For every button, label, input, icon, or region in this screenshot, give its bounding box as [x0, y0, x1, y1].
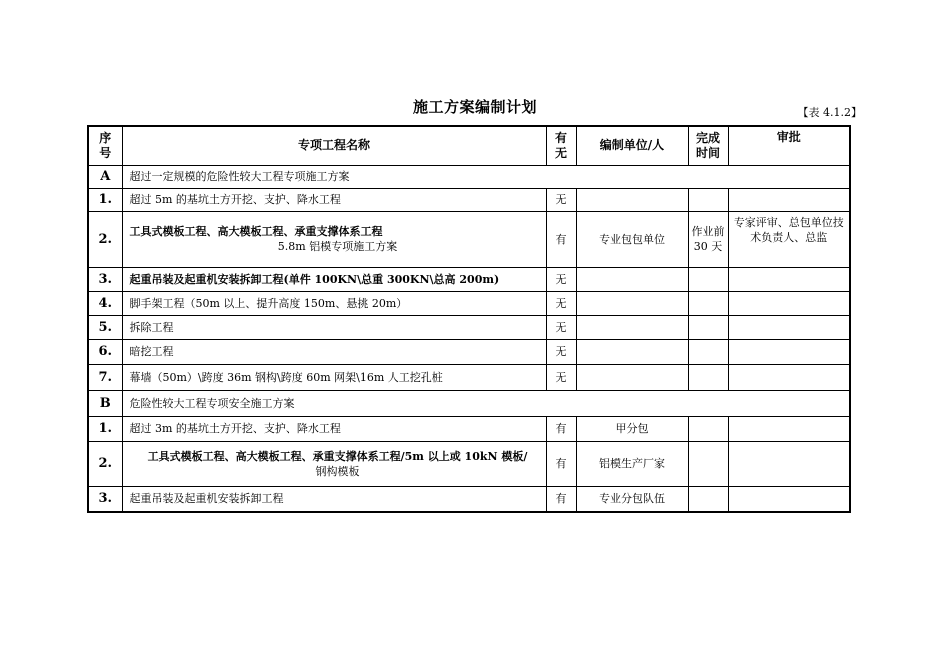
- table-row: [88, 416, 850, 441]
- row-has: 无: [546, 291, 576, 315]
- row-has: 有: [546, 486, 576, 512]
- table-reference: 【表 4.1.2】: [797, 106, 862, 119]
- header-has: 有 无: [546, 126, 576, 165]
- row-time: [688, 188, 728, 211]
- row-name: 脚手架工程（50m 以上、提升高度 150m、悬挑 20m）: [122, 291, 546, 315]
- section-a-row: [88, 165, 850, 188]
- row-time: [688, 364, 728, 390]
- row-num: 6.: [88, 339, 122, 364]
- row-num: 2.: [88, 441, 122, 486]
- row-num: 1.: [88, 188, 122, 211]
- table-row: [88, 441, 850, 486]
- row-has: 有: [546, 211, 576, 267]
- row-time: [688, 267, 728, 291]
- row-name: 工具式模板工程、高大模板工程、承重支撑体系工程 5.8m 铝模专项施工方案: [122, 211, 546, 267]
- row-num: 3.: [88, 267, 122, 291]
- row-time: [688, 486, 728, 512]
- row-approval: [728, 339, 850, 364]
- row-time: [688, 441, 728, 486]
- header-name: 专项工程名称: [122, 126, 546, 165]
- row-approval: [728, 416, 850, 441]
- row-unit: [576, 291, 688, 315]
- table-row: [88, 315, 850, 339]
- section-b-title: 危险性较大工程专项安全施工方案: [122, 390, 850, 416]
- row-has: 有: [546, 441, 576, 486]
- row-unit: [576, 364, 688, 390]
- table-row: [88, 364, 850, 390]
- row-time: 作业前 30 天: [688, 211, 728, 267]
- row-has: 无: [546, 315, 576, 339]
- row-name: 超过 5m 的基坑土方开挖、支护、降水工程: [122, 188, 546, 211]
- table-row: [88, 211, 850, 267]
- row-unit: 专业分包队伍: [576, 486, 688, 512]
- section-a-label: A: [88, 165, 122, 188]
- construction-plan-table: [87, 125, 851, 513]
- row-num: 7.: [88, 364, 122, 390]
- table-row: [88, 291, 850, 315]
- row-num: 3.: [88, 486, 122, 512]
- table-row: [88, 267, 850, 291]
- table-row: [88, 486, 850, 512]
- header-unit: 编制单位/人: [576, 126, 688, 165]
- section-a-title: 超过一定规模的危险性较大工程专项施工方案: [122, 165, 850, 188]
- header-row: [88, 126, 850, 165]
- row-name: 暗挖工程: [122, 339, 546, 364]
- page-title: 施工方案编制计划: [412, 98, 537, 116]
- row-name: 起重吊装及起重机安装拆卸工程(单件 100KN\总重 300KN\总高 200m): [122, 267, 546, 291]
- row-has: 无: [546, 339, 576, 364]
- row-name: 起重吊装及起重机安装拆卸工程: [122, 486, 546, 512]
- header-approval: 审批: [728, 126, 850, 165]
- row-time: [688, 315, 728, 339]
- row-unit: 铝模生产厂家: [576, 441, 688, 486]
- row-name: 超过 3m 的基坑土方开挖、支护、降水工程: [122, 416, 546, 441]
- row-num: 4.: [88, 291, 122, 315]
- row-approval: [728, 315, 850, 339]
- row-num: 2.: [88, 211, 122, 267]
- row-has: 有: [546, 416, 576, 441]
- row-unit: [576, 315, 688, 339]
- row-has: 无: [546, 267, 576, 291]
- row-approval: [728, 364, 850, 390]
- row-num: 1.: [88, 416, 122, 441]
- section-b-label: B: [88, 390, 122, 416]
- row-has: 无: [546, 364, 576, 390]
- row-num: 5.: [88, 315, 122, 339]
- row-unit: [576, 267, 688, 291]
- row-name: 工具式模板工程、高大模板工程、承重支撑体系工程/5m 以上或 10kN 模板/ 钢构模板: [122, 441, 546, 486]
- row-approval: [728, 291, 850, 315]
- row-time: [688, 416, 728, 441]
- row-approval: [728, 486, 850, 512]
- row-name: 拆除工程: [122, 315, 546, 339]
- row-unit: [576, 188, 688, 211]
- row-unit: [576, 339, 688, 364]
- row-time: [688, 339, 728, 364]
- row-has: 无: [546, 188, 576, 211]
- row-approval: [728, 188, 850, 211]
- row-time: [688, 291, 728, 315]
- table-row: [88, 339, 850, 364]
- row-unit: 甲分包: [576, 416, 688, 441]
- row-approval: [728, 441, 850, 486]
- section-b-row: [88, 390, 850, 416]
- header-index: 序 号: [88, 126, 122, 165]
- row-unit: 专业包包单位: [576, 211, 688, 267]
- header-time: 完成 时间: [688, 126, 728, 165]
- row-approval: 专家评审、总包单位技术负责人、总监: [728, 211, 850, 267]
- row-name: 幕墙（50m）\跨度 36m 钢构\跨度 60m 网架\16m 人工挖孔桩: [122, 364, 546, 390]
- table-row: [88, 188, 850, 211]
- row-approval: [728, 267, 850, 291]
